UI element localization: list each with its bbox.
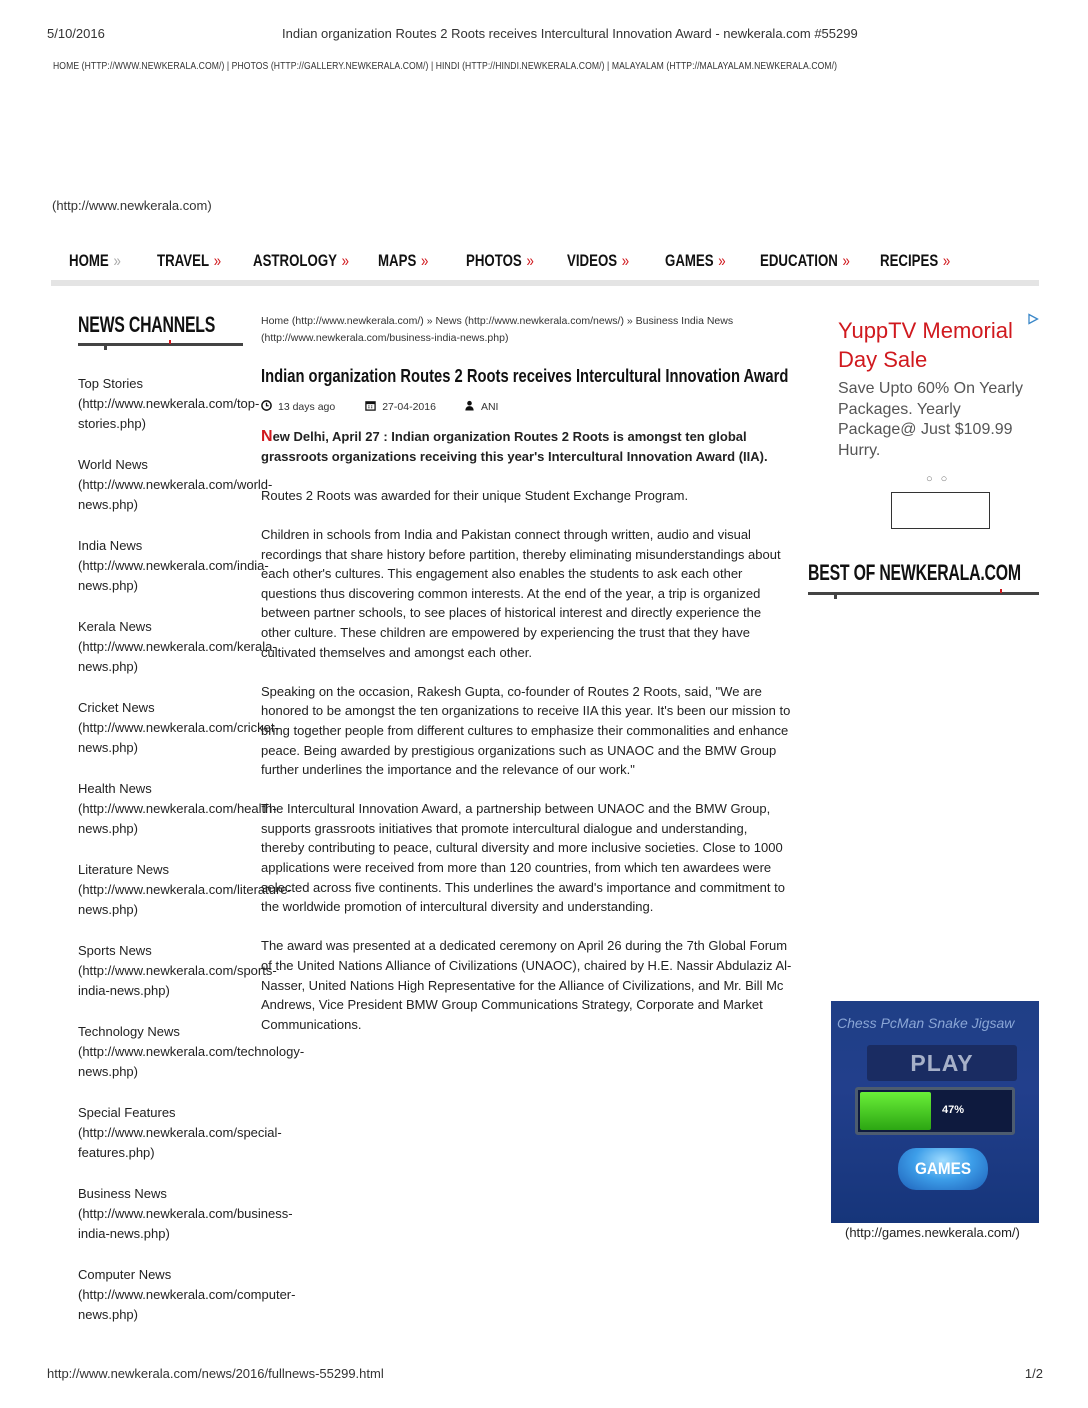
- news-channels-heading: NEWS CHANNELS: [78, 312, 216, 337]
- article-paragraph: The Intercultural Innovation Award, a partnership between UNAOC and the BMW Group, supports grassroots initiatives that promote intercultural dialogue and understanding, thereby contributing to peace, cultural diversity and more inclusive societies. Close to 1000 applications were received from more than 120 countries, from which ten awardees were selected across five continents. This underlines the award's importance and commitment to the worldwide promotion of intercultural diversity and understanding.: [261, 801, 785, 915]
- top-nav-links[interactable]: HOME (HTTP://WWW.NEWKERALA.COM/) | PHOTOS (HTTP://GALLERY.NEWKERALA.COM/) | HINDI (HTTP://HINDI.NEWKERALA.COM/) | MALAYALAM (HTTP://MALAYALAM.NEWKERALA.COM/): [53, 61, 838, 72]
- article-paragraph: The award was presented at a dedicated ceremony on April 26 during the 7th Global Forum of the United Nations Alliance of Civilizations (UNAOC), chaired by H.E. Nassir Abdulaziz Al-Nasser, United Nations High Representative for the Alliance of Civilizations, and Mr. Bill Mc Andrews, Vice President BMW Group Communications Strategy, Corporate and Market Communications.: [261, 938, 792, 1032]
- list-item[interactable]: Top Stories (http://www.newkerala.com/top- stories.php): [78, 376, 260, 431]
- user-icon: [464, 400, 475, 414]
- play-label: PLAY: [867, 1045, 1017, 1081]
- ad-carousel-dots[interactable]: ○○: [926, 473, 956, 485]
- article-paragraph: Children in schools from India and Pakistan connect through written, audio and visual recordings that share history before partition, thereby eliminating misunderstandings about each other's cultures. This engagement also enables the students to ask each other questions thus discovering common interests. At the end of the year, a trip is organized between partner schools, to see places of historical interest and directly experience the other culture. These children are empowered by experiencing the trust that they have cultivated themselves and amongst each other.: [261, 526, 781, 660]
- nav-item-education[interactable]: EDUCATION »: [760, 251, 850, 270]
- article-title: Indian organization Routes 2 Roots receives Intercultural Innovation Award: [261, 366, 789, 386]
- list-item[interactable]: Business News (http://www.newkerala.com/business- india-news.php): [78, 1186, 293, 1241]
- games-button[interactable]: GAMES: [898, 1148, 988, 1190]
- time-ago: 13 days ago: [278, 401, 336, 413]
- nav-item-videos[interactable]: VIDEOS »: [567, 251, 630, 270]
- clock-icon: [261, 400, 272, 414]
- progress-label: 47%: [942, 1104, 965, 1116]
- games-tabs: Chess PcMan Snake Jigsaw: [837, 1015, 1015, 1031]
- article-body: [261, 427, 793, 1054]
- dropcap: N: [261, 428, 273, 445]
- nav-item-games[interactable]: GAMES »: [665, 251, 726, 270]
- ad-block[interactable]: [838, 316, 1043, 485]
- chevron-right-icon: »: [113, 251, 121, 270]
- chevron-right-icon: »: [718, 251, 726, 270]
- list-item[interactable]: Kerala News (http://www.newkerala.com/kerala- news.php): [78, 619, 277, 674]
- breadcrumb-line-1[interactable]: Home (http://www.newkerala.com/) » News (http://www.newkerala.com/news/) » Business India News: [261, 315, 734, 327]
- list-item[interactable]: India News (http://www.newkerala.com/india- news.php): [78, 538, 269, 593]
- rule-notch: [104, 344, 107, 350]
- article-date: 27-04-2016: [382, 401, 436, 413]
- ad-title[interactable]: YuppTV Memorial Day Sale: [838, 318, 1013, 372]
- best-of-heading: BEST OF NEWKERALA.COM: [808, 560, 1021, 585]
- print-title: Indian organization Routes 2 Roots receives Intercultural Innovation Award - newkerala.com #55299: [282, 26, 858, 41]
- page-url: http://www.newkerala.com/news/2016/fullnews-55299.html: [47, 1366, 384, 1381]
- print-date: 5/10/2016: [47, 26, 105, 41]
- article-paragraph: Routes 2 Roots was awarded for their unique Student Exchange Program.: [261, 487, 689, 503]
- chevron-right-icon: »: [213, 251, 222, 270]
- article-lead: New Delhi, April 27 : Indian organization Routes 2 Roots is amongst ten global grassroots organizations receiving this year's Intercultural Innovation Award (IIA).: [261, 428, 768, 464]
- top-nav[interactable]: [53, 61, 837, 72]
- chevron-right-icon: »: [621, 251, 630, 270]
- nav-item-photos[interactable]: PHOTOS »: [466, 251, 534, 270]
- progress-fill: [860, 1092, 931, 1130]
- nav-item-travel[interactable]: TRAVEL »: [157, 251, 222, 270]
- chevron-right-icon: »: [842, 251, 850, 270]
- calendar-icon: [365, 400, 376, 414]
- list-item[interactable]: World News (http://www.newkerala.com/world- news.php): [78, 457, 273, 512]
- chevron-right-icon: »: [526, 251, 534, 270]
- article-author: ANI: [480, 401, 499, 413]
- main-nav: [51, 240, 1039, 286]
- chevron-right-icon: »: [942, 251, 951, 270]
- chevron-right-icon: »: [420, 251, 429, 270]
- list-item[interactable]: Sports News (http://www.newkerala.com/sports- india-news.php): [78, 943, 277, 998]
- nav-item-maps[interactable]: MAPS »: [378, 251, 429, 270]
- news-channels-rule: [78, 343, 243, 346]
- nav-item-recipes[interactable]: RECIPES »: [880, 251, 951, 270]
- best-of-rule: [808, 592, 1039, 595]
- best-of-section: [808, 560, 1039, 586]
- list-item[interactable]: Health News (http://www.newkerala.com/health- news.php): [78, 781, 277, 836]
- ad-button[interactable]: [891, 492, 990, 529]
- games-link[interactable]: (http://games.newkerala.com/): [845, 1225, 1020, 1240]
- page-number: 1/2: [1024, 1366, 1043, 1381]
- breadcrumb-line-2[interactable]: (http://www.newkerala.com/business-india-news.php): [261, 332, 509, 344]
- nav-item-astrology[interactable]: ASTROLOGY »: [253, 251, 350, 270]
- progress-bar: [855, 1087, 1015, 1135]
- rule-accent: [169, 340, 171, 344]
- list-item[interactable]: Technology News (http://www.newkerala.com/technology- news.php): [78, 1024, 305, 1079]
- rule-accent: [1000, 589, 1002, 593]
- list-item[interactable]: Special Features (http://www.newkerala.com/special- features.php): [78, 1105, 282, 1160]
- article-paragraph: Speaking on the occasion, Rakesh Gupta, co-founder of Routes 2 Roots, said, "We are honored to be amongst the ten organizations to receive IIA this year. It's been our mission to bring together people from different cultures to emphasize their commonalities and enhance peace. Being awarded by prestigious organizations such as UNAOC and the BMW Group further underlines the importance and the relevance of our work.": [261, 683, 791, 778]
- chevron-right-icon: »: [341, 251, 350, 270]
- article-meta: [261, 400, 498, 414]
- logo-link[interactable]: (http://www.newkerala.com): [52, 198, 212, 213]
- breadcrumb[interactable]: [261, 313, 791, 347]
- list-item[interactable]: Computer News (http://www.newkerala.com/computer- news.php): [78, 1267, 296, 1322]
- ad-body: Save Upto 60% On Yearly Packages. Yearly Package@ Just $109.99 Hurry.: [838, 380, 1024, 459]
- list-item[interactable]: Literature News (http://www.newkerala.com/literature- news.php): [78, 862, 292, 917]
- games-promo-image[interactable]: [831, 1001, 1039, 1223]
- rule-notch: [834, 593, 837, 599]
- nav-item-home[interactable]: HOME »: [69, 251, 121, 270]
- print-footer: [47, 1366, 1045, 1381]
- list-item[interactable]: Cricket News (http://www.newkerala.com/cricket- news.php): [78, 700, 279, 755]
